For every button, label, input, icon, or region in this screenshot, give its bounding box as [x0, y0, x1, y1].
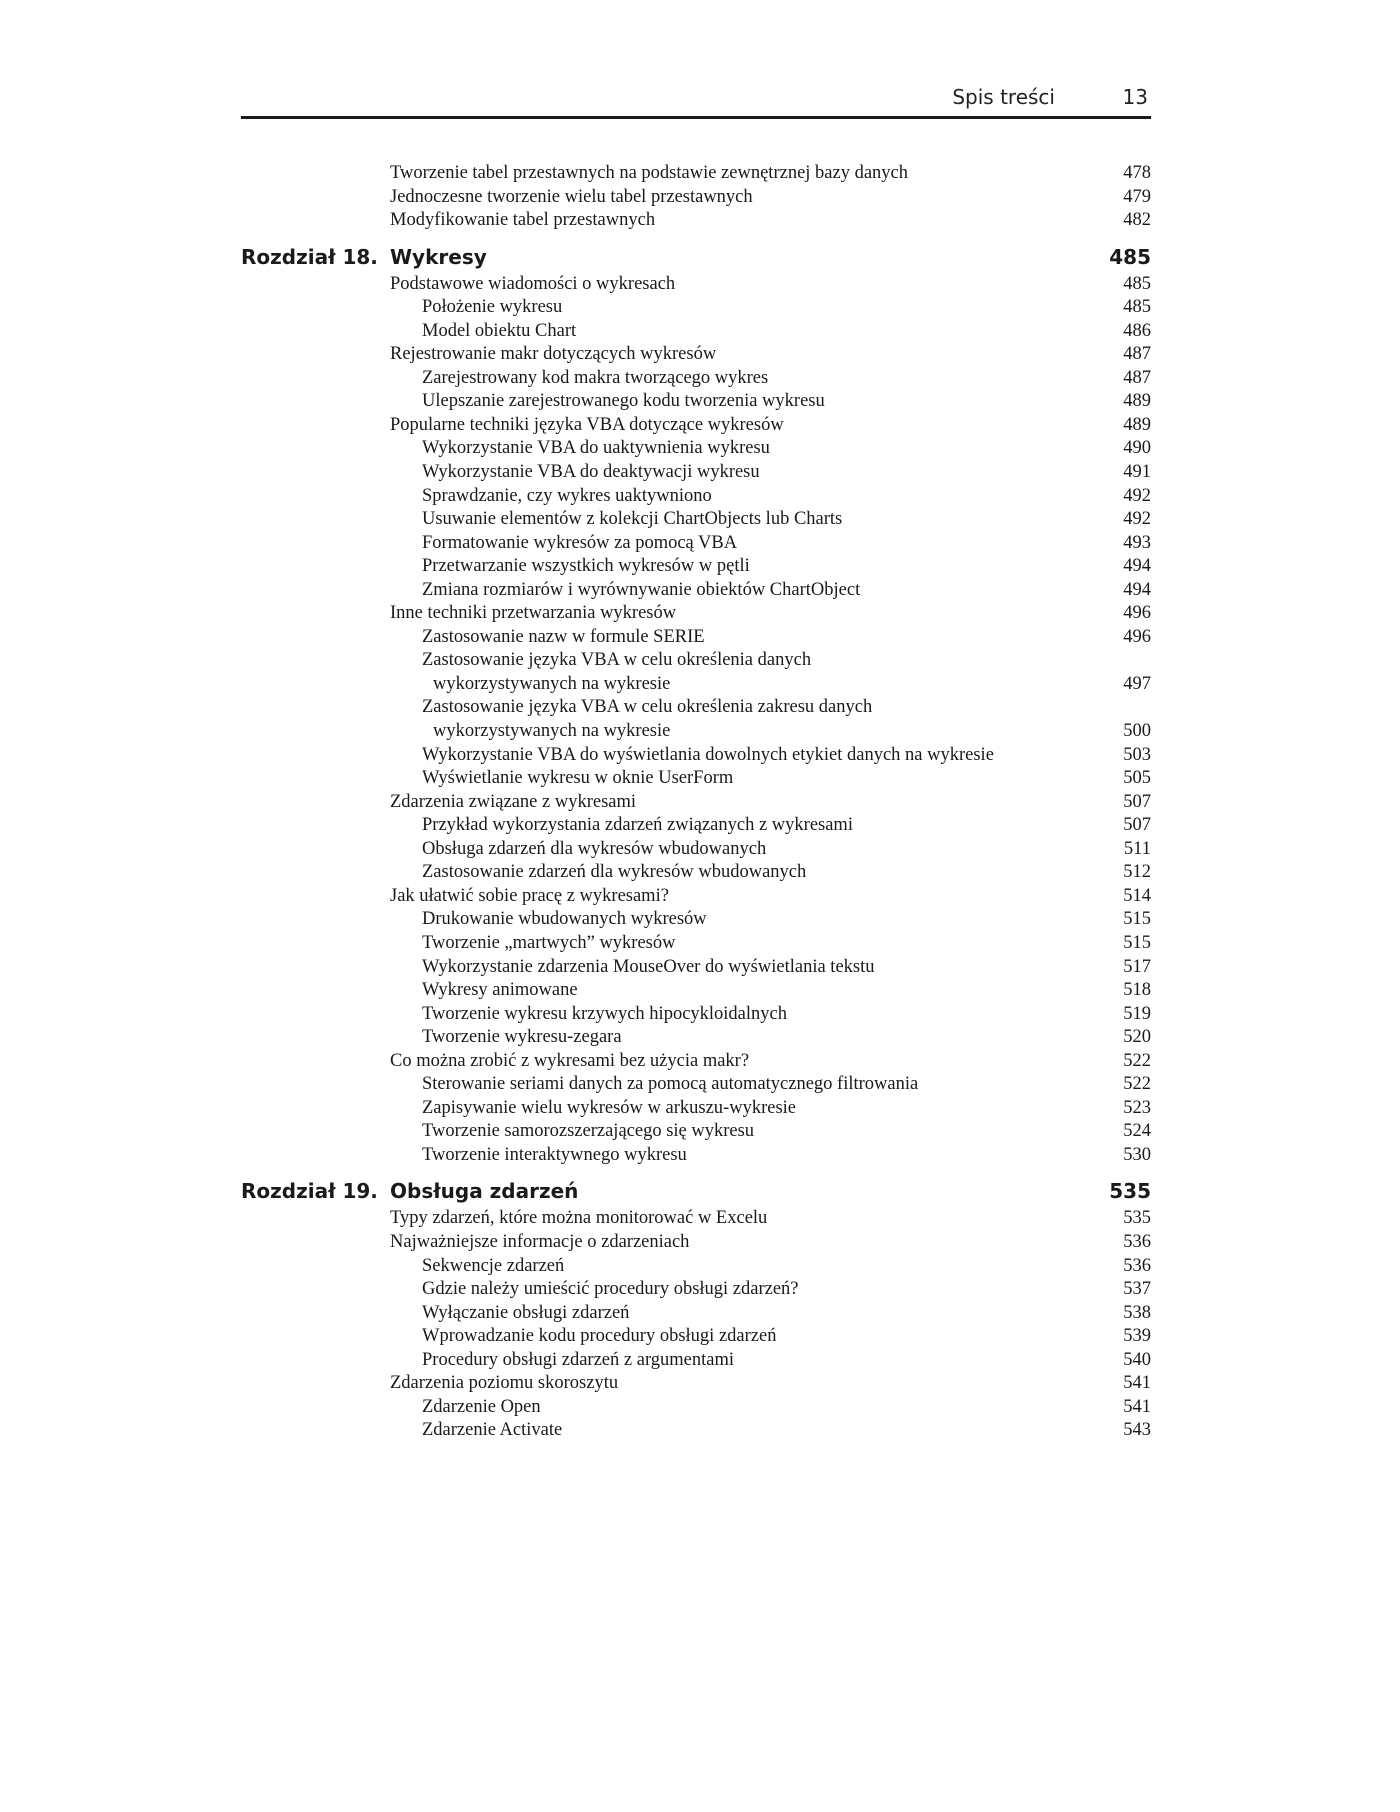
toc-entry-text: Drukowanie wbudowanych wykresów	[422, 909, 707, 930]
running-head	[241, 80, 1151, 119]
toc-entry[interactable]	[422, 461, 1151, 485]
toc-entry-text: Sekwencje zdarzeń	[422, 1255, 565, 1276]
toc-entry-text: Jednoczesne tworzenie wielu tabel przestawnych	[390, 186, 753, 207]
toc-entry-text: Najważniejsze informacje o zdarzeniach	[390, 1231, 690, 1252]
toc-entry[interactable]	[390, 343, 1151, 367]
toc-entry-text: Wyświetlanie wykresu w oknie UserForm	[422, 768, 734, 789]
toc-entry-page-number: 503	[1117, 744, 1151, 768]
toc-entry-text: Zdarzenia poziomu skoroszytu	[390, 1373, 619, 1394]
toc-entry-page-number: 482	[1117, 209, 1151, 233]
toc-entry-text: Zastosowanie zdarzeń dla wykresów wbudowanych	[422, 862, 807, 883]
toc-entry[interactable]	[422, 1255, 1151, 1279]
toc-entry-page-number: 491	[1117, 461, 1151, 485]
toc-entry[interactable]	[422, 696, 1151, 720]
toc-entry-page-number: 496	[1117, 602, 1151, 626]
toc-entry-page-number: 538	[1117, 1302, 1151, 1326]
toc-entry-text: Położenie wykresu	[422, 297, 563, 318]
toc-entry-page-number: 507	[1117, 791, 1151, 815]
toc-entry-page-number: 490	[1117, 437, 1151, 461]
toc-entry-page-number: 535	[1117, 1207, 1151, 1231]
chapter-entries-list	[241, 273, 1151, 1168]
toc-entry[interactable]	[390, 1207, 1151, 1231]
toc-entry[interactable]	[422, 861, 1151, 885]
toc-entry-page-number: 515	[1117, 908, 1151, 932]
toc-entry-text: Wykorzystanie VBA do deaktywacji wykresu	[422, 462, 760, 483]
pre-entries-list	[241, 162, 1151, 233]
chapter-title: Wykresy	[390, 244, 487, 269]
toc-entry[interactable]	[390, 273, 1151, 297]
toc-entry-text: Procedury obsługi zdarzeń z argumentami	[422, 1349, 734, 1370]
toc-entry[interactable]	[390, 791, 1151, 815]
toc-entry-text: Tworzenie interaktywnego wykresu	[422, 1144, 687, 1165]
toc-entry-page-number: 485	[1117, 296, 1151, 320]
toc-entry-text: Co można zrobić z wykresami bez użycia makr?	[390, 1050, 750, 1071]
toc-entry-page-number: 536	[1117, 1231, 1151, 1255]
toc-entry-page-number: 507	[1117, 814, 1151, 838]
toc-entry[interactable]	[390, 209, 1151, 233]
toc-entry[interactable]	[422, 649, 1151, 673]
toc-entry[interactable]	[390, 1231, 1151, 1255]
toc-entry[interactable]	[422, 979, 1151, 1003]
toc-entry[interactable]	[422, 1419, 1151, 1443]
toc-entry-page-number: 519	[1117, 1003, 1151, 1027]
toc-entry-text: Wykorzystanie VBA do wyświetlania dowolnych etykiet danych na wykresie	[422, 744, 994, 765]
toc-entry[interactable]	[422, 814, 1151, 838]
toc-entry-text: Modyfikowanie tabel przestawnych	[390, 210, 656, 231]
toc-entry[interactable]	[422, 626, 1151, 650]
toc-entry-text: Zdarzenie Open	[422, 1396, 541, 1417]
toc-entry-text: Przetwarzanie wszystkich wykresów w pętli	[422, 556, 750, 577]
toc-entry-page-number: 541	[1117, 1396, 1151, 1420]
toc-entry-text: Zastosowanie nazw w formule SERIE	[422, 626, 705, 647]
toc-entry-text: wykorzystywanych na wykresie	[433, 673, 671, 694]
toc-entry-page-number: 540	[1117, 1349, 1151, 1373]
toc-entry[interactable]	[422, 1278, 1151, 1302]
toc-entry-page-number: 494	[1117, 579, 1151, 603]
toc-entry[interactable]	[433, 720, 1151, 744]
toc-entry-page-number: 489	[1117, 414, 1151, 438]
toc-entry[interactable]	[422, 1073, 1151, 1097]
toc-entry-text: Zmiana rozmiarów i wyrównywanie obiektów ChartObject	[422, 579, 861, 600]
toc-entry[interactable]	[422, 579, 1151, 603]
toc-entry-text: Ulepszanie zarejestrowanego kodu tworzenia wykresu	[422, 391, 825, 412]
toc-entry-text: Przykład wykorzystania zdarzeń związanych z wykresami	[422, 815, 853, 836]
toc-entry-page-number: 518	[1117, 979, 1151, 1003]
toc-entry-page-number: 500	[1117, 720, 1151, 744]
toc-entry-text: Wykorzystanie zdarzenia MouseOver do wyświetlania tekstu	[422, 956, 875, 977]
toc-entry-text: Zapisywanie wielu wykresów w arkuszu-wykresie	[422, 1097, 797, 1118]
toc-entry-text: Wykresy animowane	[422, 980, 578, 1001]
toc-entry-text: Zastosowanie języka VBA w celu określenia zakresu danych	[422, 697, 873, 718]
chapter-title: Obsługa zdarzeń	[390, 1179, 579, 1204]
toc-entry-text: Zdarzenie Activate	[422, 1420, 563, 1441]
toc-entry-page-number: 514	[1117, 885, 1151, 909]
toc-entry[interactable]	[390, 414, 1151, 438]
toc-entry-page-number: 517	[1117, 956, 1151, 980]
toc-entry-text: Tworzenie wykresu krzywych hipocykloidalnych	[422, 1003, 787, 1024]
toc-entry-page-number: 497	[1117, 673, 1151, 697]
toc-entry-text: Tworzenie samorozszerzającego się wykresu	[422, 1121, 755, 1142]
toc-entry[interactable]	[422, 437, 1151, 461]
toc-entry[interactable]	[422, 1396, 1151, 1420]
chapter-page-number: 535	[1107, 1176, 1151, 1206]
chapter-page-number: 485	[1107, 242, 1151, 272]
toc-entry-page-number: 486	[1117, 320, 1151, 344]
toc-entry[interactable]	[422, 1302, 1151, 1326]
chapter-label: Rozdział 19.	[241, 1179, 378, 1204]
toc-entry-text: Tworzenie tabel przestawnych na podstawie zewnętrznej bazy danych	[390, 163, 909, 183]
toc-entry-text: Wyłączanie obsługi zdarzeń	[422, 1302, 630, 1323]
toc-entry-text: Zastosowanie języka VBA w celu określenia danych	[422, 650, 812, 671]
toc-entry-page-number: 511	[1117, 838, 1151, 862]
toc-entry-text: Typy zdarzeń, które można monitorować w Excelu	[390, 1208, 768, 1229]
toc-entry-page-number: 487	[1117, 343, 1151, 367]
toc-entry-text: Sterowanie seriami danych za pomocą automatycznego filtrowania	[422, 1074, 919, 1095]
toc-entry-page-number: 530	[1117, 1144, 1151, 1168]
toc-entry[interactable]	[422, 744, 1151, 768]
toc-entry[interactable]	[390, 885, 1151, 909]
toc-entry-text: Model obiektu Chart	[422, 320, 577, 341]
toc-entry-text: Tworzenie „martwych” wykresów	[422, 932, 676, 953]
toc-entry[interactable]	[390, 1050, 1151, 1074]
toc-entry-page-number: 492	[1117, 508, 1151, 532]
toc-entry[interactable]	[422, 767, 1151, 791]
toc-entry[interactable]	[422, 838, 1151, 862]
toc-entry-page-number: 543	[1117, 1419, 1151, 1443]
toc-entry-page-number: 478	[1117, 162, 1151, 186]
toc-entry-text: Popularne techniki języka VBA dotyczące wykresów	[390, 414, 784, 435]
toc-entry-page-number: 537	[1117, 1278, 1151, 1302]
toc-entry[interactable]	[422, 555, 1151, 579]
toc-entry-page-number: 536	[1117, 1255, 1151, 1279]
toc-entry-page-number: 524	[1117, 1120, 1151, 1144]
table-of-contents	[241, 162, 1151, 1443]
toc-entry-page-number: 493	[1117, 532, 1151, 556]
toc-entry-text: Jak ułatwić sobie pracę z wykresami?	[390, 885, 669, 906]
toc-entry-page-number: 487	[1117, 367, 1151, 391]
toc-entry[interactable]	[422, 956, 1151, 980]
toc-entry[interactable]	[422, 1325, 1151, 1349]
toc-entry-page-number: 485	[1117, 273, 1151, 297]
toc-entry-text: Wprowadzanie kodu procedury obsługi zdarzeń	[422, 1326, 777, 1347]
toc-entry-text: Podstawowe wiadomości o wykresach	[390, 273, 676, 294]
toc-entry[interactable]	[422, 485, 1151, 509]
toc-entry[interactable]	[390, 162, 1151, 186]
toc-entry-text: wykorzystywanych na wykresie	[433, 721, 671, 742]
toc-entry-page-number: 489	[1117, 390, 1151, 414]
toc-entry-page-number: 496	[1117, 626, 1151, 650]
running-head-title: Spis treści	[952, 85, 1055, 109]
toc-entry[interactable]	[422, 1003, 1151, 1027]
running-head-page-number: 13	[1122, 85, 1148, 109]
toc-entry[interactable]	[422, 932, 1151, 956]
toc-entry[interactable]	[390, 186, 1151, 210]
toc-entry[interactable]	[422, 908, 1151, 932]
chapter-heading[interactable]	[241, 1176, 1151, 1206]
toc-entry[interactable]	[422, 320, 1151, 344]
toc-entry-text: Tworzenie wykresu-zegara	[422, 1027, 622, 1048]
chapter-label: Rozdział 18.	[241, 244, 378, 269]
toc-entry[interactable]	[390, 1372, 1151, 1396]
toc-entry-text: Gdzie należy umieścić procedury obsługi zdarzeń?	[422, 1279, 799, 1300]
toc-entry[interactable]	[422, 1026, 1151, 1050]
toc-entry[interactable]	[422, 367, 1151, 391]
toc-entry[interactable]	[422, 1097, 1151, 1121]
toc-entry[interactable]	[422, 1144, 1151, 1168]
toc-entry-page-number: 494	[1117, 555, 1151, 579]
toc-entry-page-number: 512	[1117, 861, 1151, 885]
toc-entry-text: Inne techniki przetwarzania wykresów	[390, 603, 677, 624]
toc-entry[interactable]	[422, 390, 1151, 414]
toc-entry-page-number: 523	[1117, 1097, 1151, 1121]
toc-entry-text: Rejestrowanie makr dotyczących wykresów	[390, 344, 717, 365]
toc-entry-text: Wykorzystanie VBA do uaktywnienia wykresu	[422, 438, 770, 459]
toc-entry-page-number: 520	[1117, 1026, 1151, 1050]
chapter-heading[interactable]	[241, 242, 1151, 272]
toc-entry-page-number: 479	[1117, 186, 1151, 210]
toc-entry-page-number: 541	[1117, 1372, 1151, 1396]
toc-entry-text: Formatowanie wykresów za pomocą VBA	[422, 532, 738, 553]
toc-entry-page-number: 492	[1117, 485, 1151, 509]
toc-entry-page-number: 522	[1117, 1073, 1151, 1097]
toc-entry-page-number: 522	[1117, 1050, 1151, 1074]
toc-entry[interactable]	[422, 1349, 1151, 1373]
toc-entry-page-number: 539	[1117, 1325, 1151, 1349]
chapter-entries-list	[241, 1207, 1151, 1442]
toc-entry-page-number: 505	[1117, 767, 1151, 791]
toc-entry-text: Zarejestrowany kod makra tworzącego wykres	[422, 367, 769, 388]
toc-entry-text: Obsługa zdarzeń dla wykresów wbudowanych	[422, 838, 767, 859]
toc-entry[interactable]	[422, 296, 1151, 320]
toc-entry-text: Sprawdzanie, czy wykres uaktywniono	[422, 485, 712, 506]
toc-entry[interactable]	[422, 1120, 1151, 1144]
toc-entry[interactable]	[422, 508, 1151, 532]
toc-entry-text: Usuwanie elementów z kolekcji ChartObjects lub Charts	[422, 509, 843, 530]
toc-entry[interactable]	[433, 673, 1151, 697]
toc-entry-page-number: 515	[1117, 932, 1151, 956]
toc-entry-text: Zdarzenia związane z wykresami	[390, 791, 637, 812]
toc-entry[interactable]	[390, 602, 1151, 626]
toc-entry[interactable]	[422, 532, 1151, 556]
